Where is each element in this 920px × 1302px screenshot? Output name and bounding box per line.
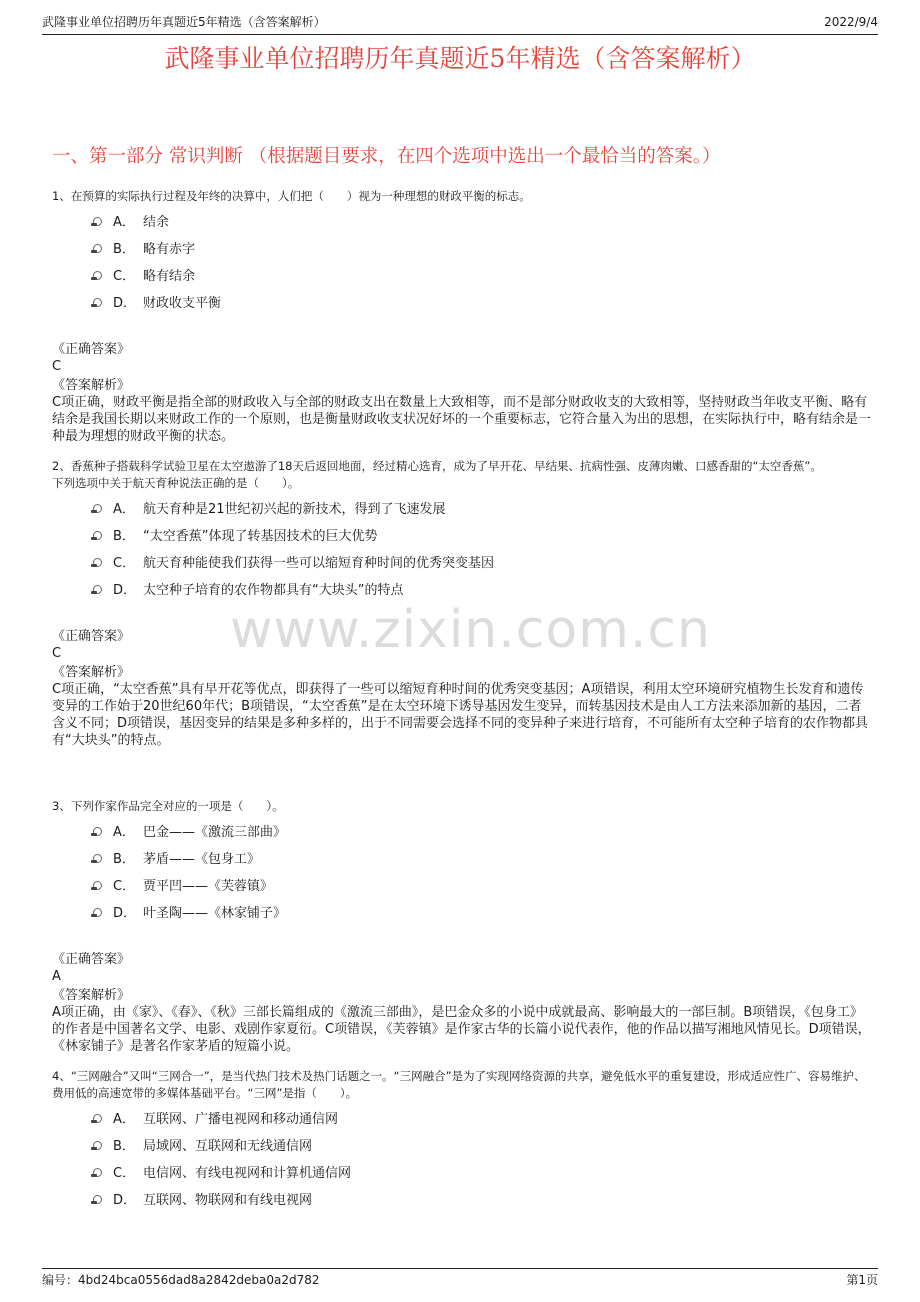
section-heading: 一、第一部分 常识判断 （根据题目要求，在四个选项中选出一个最恰当的答案。）: [52, 146, 721, 167]
footer-doc-id: 编号：4bd24bca0556dad8a2842deba0a2d782: [42, 1273, 320, 1287]
option-a[interactable]: A． 互联网、广播电视网和移动通信网: [52, 1106, 872, 1133]
question-4: [52, 1068, 872, 1214]
options-list: [52, 819, 872, 927]
radio-icon[interactable]: [93, 908, 102, 917]
header-date: 2022/9/4: [824, 15, 878, 29]
question-1: [52, 188, 872, 445]
option-c[interactable]: C． 略有结余: [52, 263, 872, 290]
question-stem: 4、“三网融合”又叫“三网合一”，是当代热门技术及热门话题之一。“三网融合”是为了实现网络资源的共享，避免低水平的重复建设，形成适应性广、容易维护、费用低的高速宽带的多媒体基础平台。“三网”是指（ ）。: [52, 1069, 866, 1100]
radio-icon[interactable]: [93, 271, 102, 280]
answer-block: [52, 951, 872, 1055]
analysis-label: 《答案解析》: [52, 988, 131, 1003]
answer-block: [52, 341, 872, 445]
option-a[interactable]: A． 结余: [52, 209, 872, 236]
radio-icon[interactable]: [93, 1168, 102, 1177]
answer-value: A: [52, 969, 61, 984]
options-list: [52, 496, 872, 604]
radio-icon[interactable]: [93, 827, 102, 836]
option-a[interactable]: A． 巴金——《激流三部曲》: [52, 819, 872, 846]
analysis-text: C项正确，“太空香蕉”具有早开花等优点，即获得了一些可以缩短育种时间的优秀突变基因；A项错误，利用太空环境研究植物生长发育和遗传变异的工作始于20世纪60年代；B项错误，“太空香蕉”是在太空环境下诱导基因发生变异，而转基因技术是由人工方法来添加新的基因，二者含义不同；D项错误，基因变异的结果是多种多样的，出于不同需要会选择不同的变异种子来进行培育，不可能所有太空种子培育的农作物都具有“大块头”的特点。: [52, 682, 869, 748]
option-c[interactable]: C． 电信网、有线电视网和计算机通信网: [52, 1160, 872, 1187]
answer-value: C: [52, 646, 62, 661]
options-list: [52, 1106, 872, 1214]
analysis-text: A项正确，由《家》、《春》、《秋》三部长篇组成的《激流三部曲》，是巴金众多的小说中成就最高、影响最大的一部巨制。B项错误，《包身工》的作者是中国著名文学、电影、戏剧作家夏衍。C项错误，《芙蓉镇》是作家古华的长篇小说代表作，他的作品以描写湘地风情见长。D项错误，《林家铺子》是著名作家茅盾的短篇小说。: [52, 1005, 871, 1054]
header-doc-title: 武隆事业单位招聘历年真题近5年精选（含答案解析）: [42, 15, 326, 29]
radio-icon[interactable]: [93, 881, 102, 890]
option-c[interactable]: C． 贾平凹——《芙蓉镇》: [52, 873, 872, 900]
question-2: [52, 458, 872, 749]
page-footer: [42, 1268, 878, 1291]
analysis-text: C项正确，财政平衡是指全部的财政收入与全部的财政支出在数量上大致相等，而不是部分财政收支的大致相等，坚持财政当年收支平衡、略有结余是我国长期以来财政工作的一个原则，也是衡量财政收支状况好坏的一个重要标志，它符合量入为出的思想，在实际执行中，略有结余是一种最为理想的财政平衡的状态。: [52, 395, 872, 444]
analysis-label: 《答案解析》: [52, 378, 131, 393]
option-b[interactable]: B． 略有赤字: [52, 236, 872, 263]
option-d[interactable]: D． 互联网、物联网和有线电视网: [52, 1187, 872, 1214]
radio-icon[interactable]: [93, 217, 102, 226]
watermark: www.zixin.com.cn: [230, 600, 711, 660]
options-list: [52, 209, 872, 317]
question-stem: 3、下列作家作品完全对应的一项是（ ）。: [52, 799, 284, 813]
answer-label: 《正确答案》: [52, 629, 131, 644]
page-title: 武隆事业单位招聘历年真题近5年精选（含答案解析）: [164, 44, 756, 73]
answer-value: C: [52, 359, 62, 374]
radio-icon[interactable]: [93, 1141, 102, 1150]
option-d[interactable]: D． 太空种子培育的农作物都具有“大块头”的特点: [52, 577, 872, 604]
radio-icon[interactable]: [93, 531, 102, 540]
page-header: [42, 14, 878, 35]
question-3: [52, 798, 872, 1055]
radio-icon[interactable]: [93, 504, 102, 513]
radio-icon[interactable]: [93, 244, 102, 253]
question-stem: 2、香蕉种子搭载科学试验卫星在太空遨游了18天后返回地面，经过精心选育，成为了早开花、早结果、抗病性强、皮薄肉嫩、口感香甜的“太空香蕉”。: [52, 459, 822, 473]
option-c[interactable]: C． 航天育种能使我们获得一些可以缩短育种时间的优秀突变基因: [52, 550, 872, 577]
answer-label: 《正确答案》: [52, 952, 131, 967]
footer-page-number: 第1页: [846, 1273, 878, 1287]
radio-icon[interactable]: [93, 585, 102, 594]
option-d[interactable]: D． 叶圣陶——《林家铺子》: [52, 900, 872, 927]
question-stem: 1、在预算的实际执行过程及年终的决算中，人们把（ ）视为一种理想的财政平衡的标志。: [52, 189, 531, 203]
answer-label: 《正确答案》: [52, 342, 131, 357]
option-a[interactable]: A． 航天育种是21世纪初兴起的新技术，得到了飞速发展: [52, 496, 872, 523]
option-b[interactable]: B． 局域网、互联网和无线通信网: [52, 1133, 872, 1160]
answer-block: [52, 628, 872, 749]
radio-icon[interactable]: [93, 854, 102, 863]
question-stem-2: 下列选项中关于航天育种说法正确的是（ ）。: [52, 476, 300, 490]
option-b[interactable]: B． “太空香蕉”体现了转基因技术的巨大优势: [52, 523, 872, 550]
radio-icon[interactable]: [93, 1195, 102, 1204]
option-d[interactable]: D． 财政收支平衡: [52, 290, 872, 317]
radio-icon[interactable]: [93, 298, 102, 307]
option-b[interactable]: B． 茅盾——《包身工》: [52, 846, 872, 873]
radio-icon[interactable]: [93, 558, 102, 567]
radio-icon[interactable]: [93, 1114, 102, 1123]
analysis-label: 《答案解析》: [52, 665, 131, 680]
